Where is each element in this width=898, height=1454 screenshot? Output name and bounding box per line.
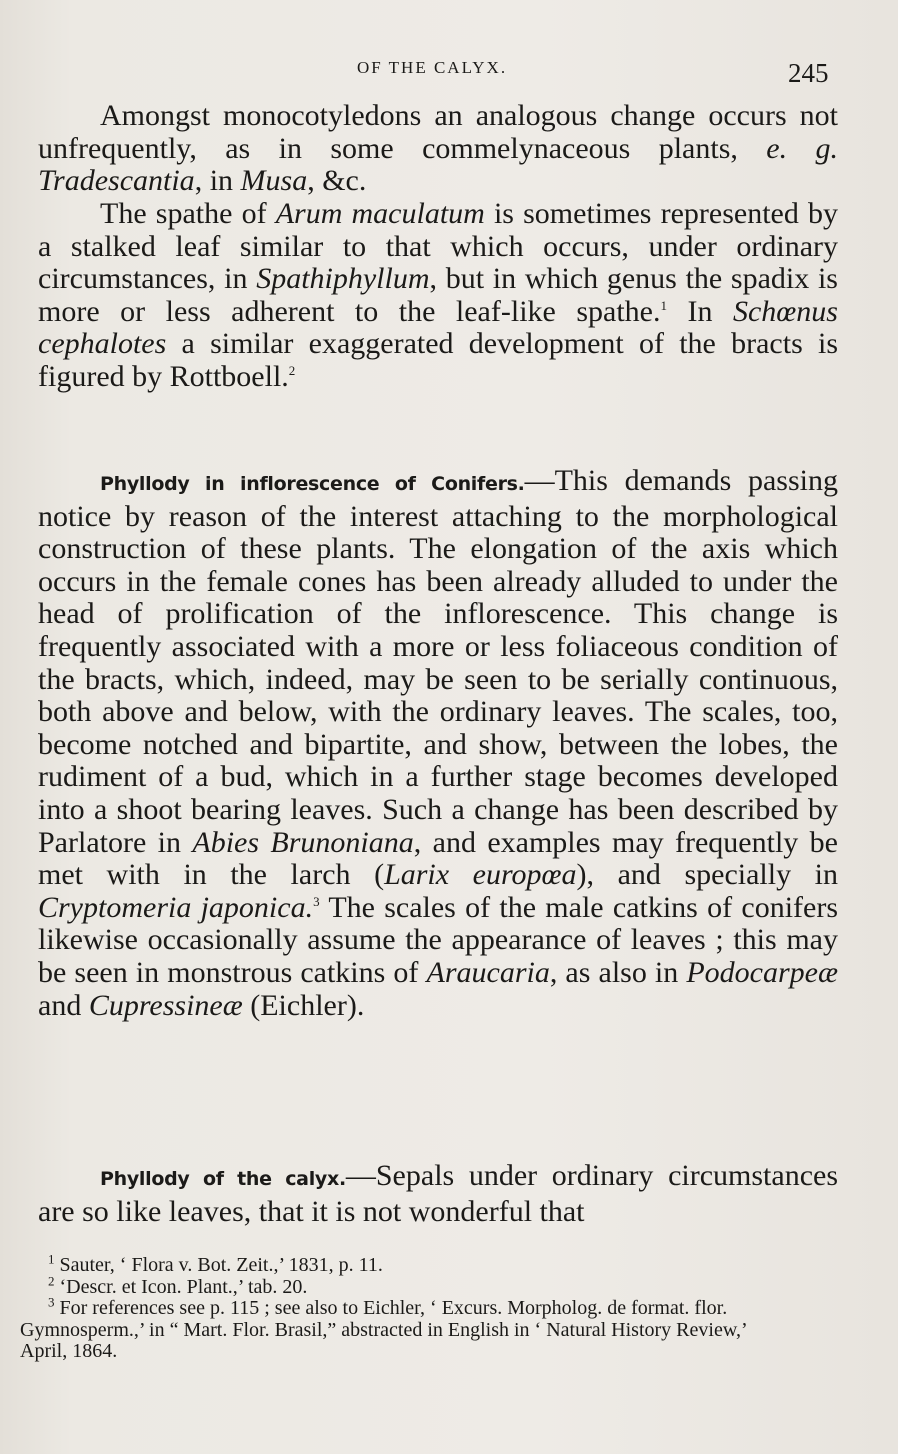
running-title: OF THE CALYX. bbox=[357, 58, 508, 77]
paragraph-conifers: Phyllody in inflorescence of Conifers.—This demands passing notice by reason of the interest attaching to the morphological construction of these plants. The elongation of the axis which occurs in the female cones has been already alluded to under the head of prolification of the inflorescence. This change is frequently associated with a more or less foliaceous condition of the bracts, which, indeed, may be seen to be serially continuous, both above and below, with the ordinary leaves. The scales, too, become notched and bipartite, and show, between the lobes, the rudiment of a bud, which in a further stage becomes developed into a shoot bearing leaves. Such a change has been described by Parlatore in Abies Brunoniana, and examples may frequently be met with in the larch (Larix europœa), and specially in Cryptomeria japonica.$^3$ The scales of the male catkins of conifers likewise occasionally assume the appearance of leaves ; this may be seen in monstrous catkins of Araucaria, as also in Podocarpeæ and Cupressineæ (Eichler). bbox=[38, 464, 839, 1022]
paragraph-monocotyledons: Amongst monocotyledons an analogous change occurs not unfrequently, as in some commelynaceous plants, e. g. Tradescantia, in Musa, &c. bbox=[38, 99, 838, 198]
footnote-3: $^3$ For references see p. 115 ; see also to Eichler, ‘ Excurs. Morpholog. de format. flor. Gymnosperm.,’ in “ Mart. Flor. Brasil,” abstracted in English in ‘ Natural History Review,’ April, 1864. bbox=[20, 1294, 747, 1362]
footnote-ref-2: 2 bbox=[288, 362, 296, 378]
footnote-2: $^2$ ‘Descr. et Icon. Plant.,’ tab. 20. bbox=[48, 1272, 308, 1298]
footnote-1: $^1$ Sauter, ‘ Flora v. Bot. Zeit.,’ 1831, p. 11. bbox=[48, 1251, 383, 1276]
footnote-ref-1: 1 bbox=[660, 297, 667, 313]
paragraph-calyx: Phyllody of the calyx.—Sepals under ordinary circumstances are so like leaves, that it is not wonderful that bbox=[38, 1159, 839, 1228]
page-number: 245 bbox=[788, 58, 829, 88]
section-heading-conifers: Phyllody in inflorescence of Conifers. bbox=[100, 473, 525, 495]
footnote-ref-3: 3 bbox=[313, 893, 320, 909]
section-heading-calyx: Phyllody of the calyx. bbox=[100, 1168, 346, 1190]
paragraph-arum-spathe: The spathe of Arum maculatum is sometimes represented by a stalked leaf similar to that which occurs, under ordinary circumstances, in Spathiphyllum, but in which genus the spadix is more or less adherent to the leaf-like spathe.$^1$ In Schœnus cephalotes a similar exaggerated development of the bracts is figured by Rottboell.$^2$ bbox=[38, 197, 838, 393]
footnotes bbox=[20, 1251, 790, 1363]
